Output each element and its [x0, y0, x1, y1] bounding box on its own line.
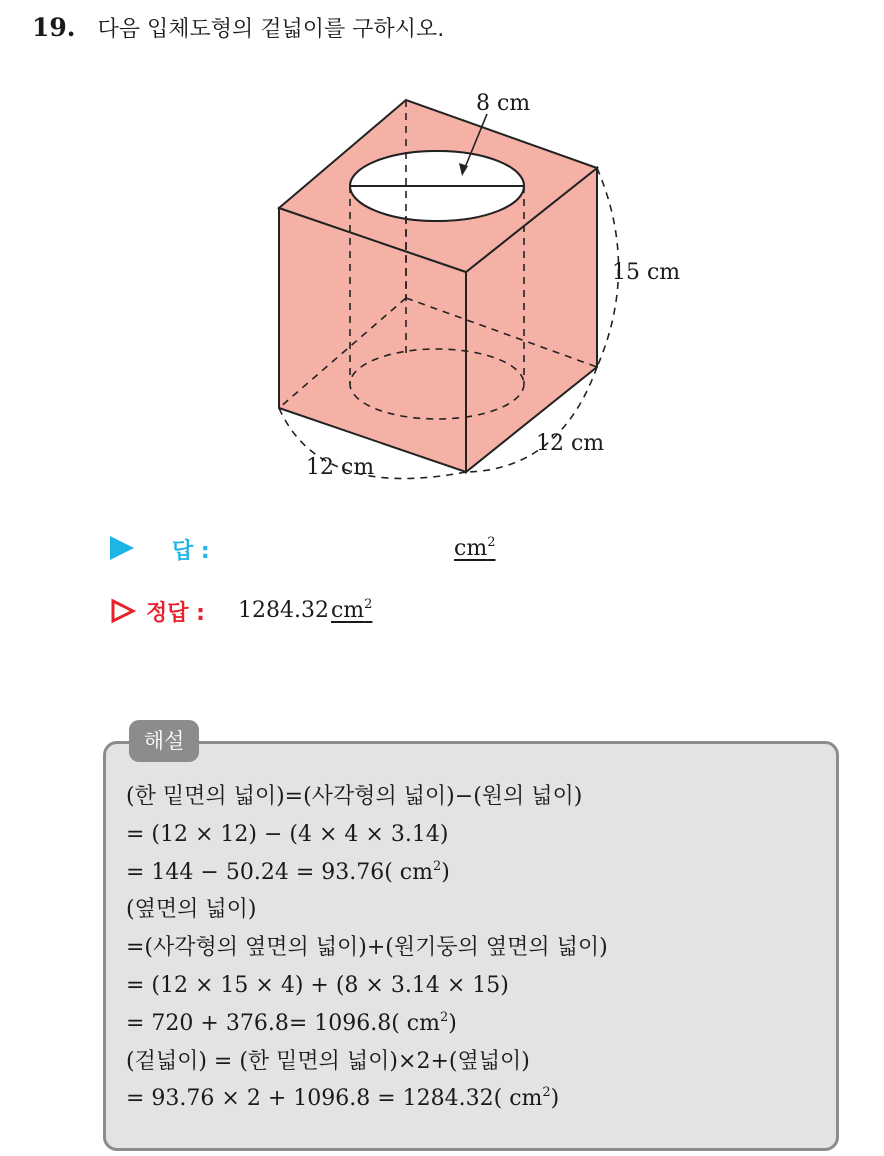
- label-width: 12 cm: [306, 455, 375, 480]
- answer-unit[interactable]: $cm^2$: [454, 535, 496, 561]
- answer-label: 답 :: [172, 539, 210, 564]
- solution-line: = 93.76 × 2 + 1096.8 = 1284.32( $cm^2$): [126, 1085, 560, 1112]
- solution-line: =(사각형의 옆면의 넓이)+(원기둥의 옆면의 넓이): [126, 935, 608, 961]
- correct-answer-row: [110, 594, 530, 630]
- answer-row: [110, 532, 530, 568]
- solution-line: (옆면의 넓이): [126, 897, 257, 923]
- correct-arrow-icon: [110, 598, 136, 624]
- solution-line: = (12 × 15 × 4) + (8 × 3.14 × 15): [126, 972, 509, 998]
- solution-line: = (12 × 12) − (4 × 4 × 3.14): [126, 821, 449, 847]
- label-diameter: 8 cm: [476, 91, 531, 116]
- solution-line: (한 밑면의 넓이)=(사각형의 넓이)−(원의 넓이): [126, 784, 583, 809]
- solid-figure: [0, 0, 884, 520]
- solution-line: = 144 − 50.24 = 93.76( $cm^2$): [126, 858, 450, 885]
- solution-lines: [126, 778, 826, 1118]
- correct-value: $1284.32cm^2$: [238, 597, 373, 623]
- solution-tag: 해설: [129, 720, 199, 762]
- label-height: 15 cm: [612, 260, 681, 285]
- label-depth: 12 cm: [536, 431, 605, 456]
- correct-label: 정답 :: [146, 601, 205, 626]
- question-number: 19.: [32, 13, 76, 42]
- question-text: 다음 입체도형의 겉넓이를 구하시오.: [97, 17, 445, 42]
- solution-line: = 720 + 376.8= 1096.8( $cm^2$): [126, 1009, 457, 1036]
- answer-arrow-icon: [110, 536, 134, 560]
- solution-line: (겉넓이) = (한 밑면의 넓이)×2+(옆넓이): [126, 1048, 530, 1074]
